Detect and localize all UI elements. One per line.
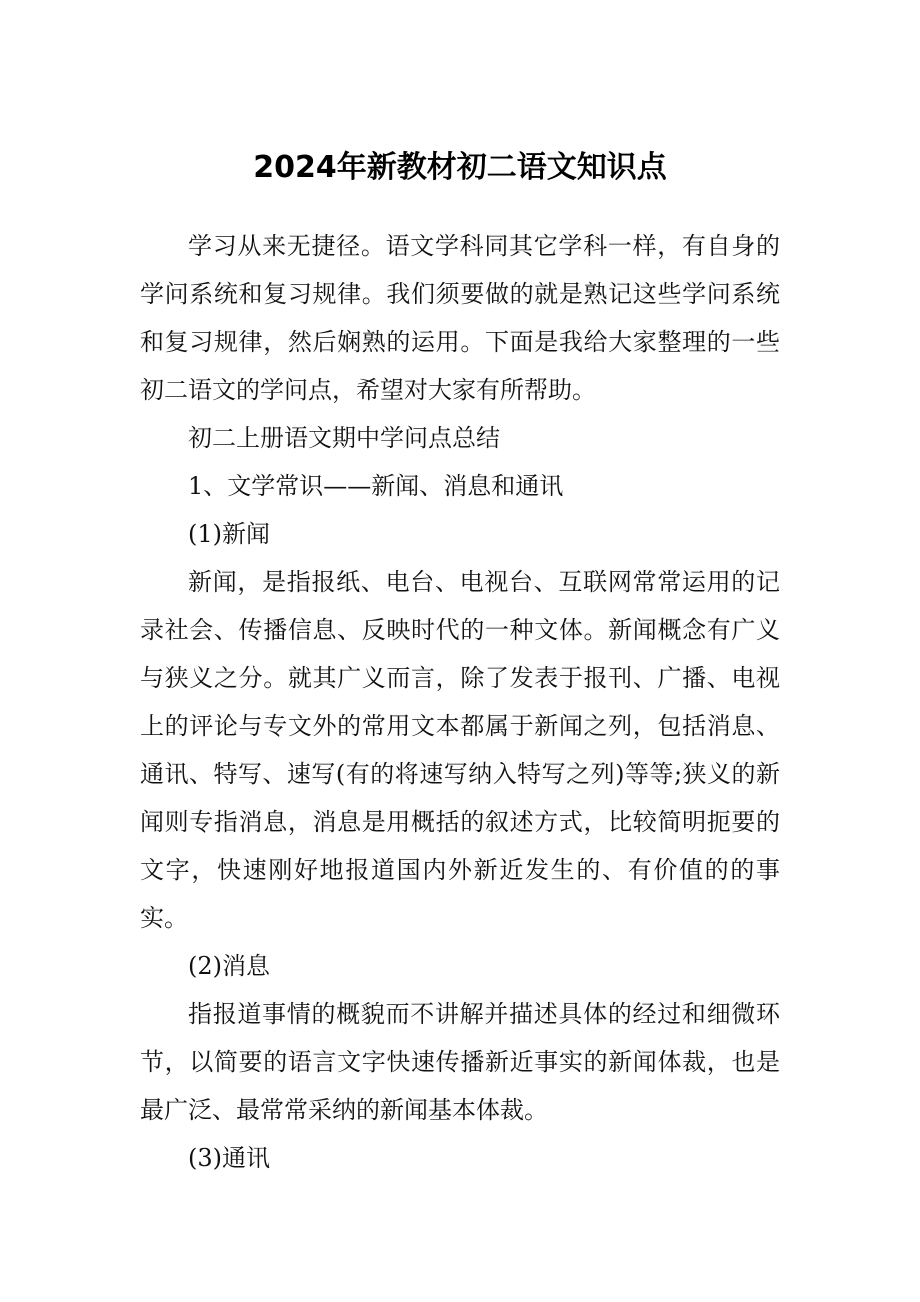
section-heading: 初二上册语文期中学问点总结	[188, 424, 500, 452]
news-paragraph: 新闻，是指报纸、电台、电视台、互联网常常运用的记录社会、传播信息、反映时代的一种文体。新闻概念有广义与狭义之分。就其广义而言，除了发表于报刊、广播、电视上的评论与专文外的常用文本都属于新闻之列，包括消息、通讯、特写、速写(有的将速写纳入特写之列)等等;狭义的新闻则专指消息，消息是用概括的叙述方式，比较简明扼要的文字，快速刚好地报道国内外新近发生的、有价值的的事实。	[140, 568, 780, 932]
subsection-heading: 1、文学常识——新闻、消息和通讯	[188, 472, 564, 500]
item-heading-message: (2)消息	[188, 952, 270, 980]
document-body	[140, 222, 780, 1182]
message-paragraph: 指报道事情的概貌而不讲解并描述具体的经过和细微环节，以简要的语言文字快速传播新近事实的新闻体裁，也是最广泛、最常常采纳的新闻基本体裁。	[140, 1000, 780, 1124]
page-title: 2024年新教材初二语文知识点	[253, 150, 667, 185]
item-heading-correspondence: (3)通讯	[188, 1144, 270, 1172]
item-heading-news: (1)新闻	[188, 520, 270, 548]
intro-paragraph: 学习从来无捷径。语文学科同其它学科一样，有自身的学问系统和复习规律。我们须要做的就是熟记这些学问系统和复习规律，然后娴熟的运用。下面是我给大家整理的一些初二语文的学问点，希望对大家有所帮助。	[140, 232, 780, 404]
